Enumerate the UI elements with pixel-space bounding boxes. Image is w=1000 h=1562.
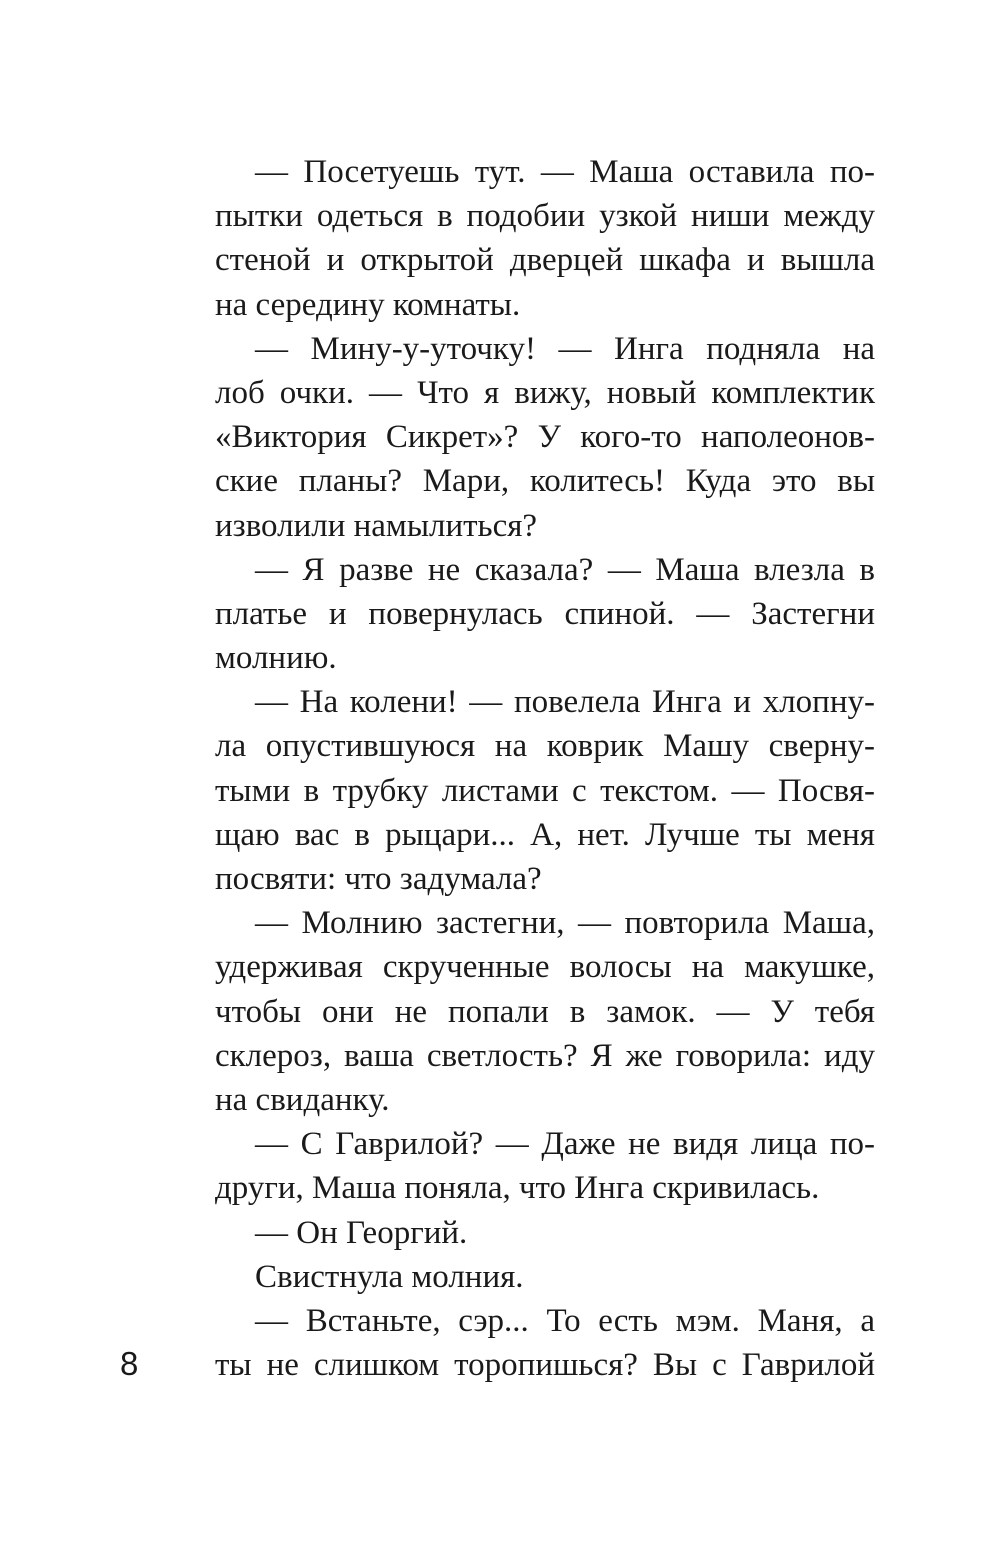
- text-line: платье и повернулась спиной. — Застегни: [215, 595, 875, 632]
- text-line: — Мину-у-уточку! — Инга подняла на: [255, 330, 875, 367]
- text-line: — Молнию застегни, — повторила Маша,: [255, 905, 875, 942]
- page-number: 8: [120, 1345, 139, 1382]
- text-line: чтобы они не попали в замок. — У тебя: [215, 993, 875, 1030]
- text-line: лоб очки. — Что я вижу, новый комплектик: [215, 374, 875, 411]
- text-line: — Встаньте, сэр... То есть мэм. Маня, а: [255, 1302, 875, 1339]
- text-line: други, Маша поняла, что Инга скривилась.: [215, 1170, 820, 1207]
- page-body-text: [215, 150, 875, 1387]
- text-line: ты не слишком торопишься? Вы с Гаврилой: [215, 1347, 875, 1384]
- text-line: посвяти: что задумала?: [215, 861, 542, 897]
- text-line: склероз, ваша светлость? Я же говорила: иду: [215, 1037, 875, 1074]
- text-line: — Я разве не сказала? — Маша влезла в: [255, 551, 875, 588]
- text-line: удерживая скрученные волосы на макушке,: [215, 949, 875, 986]
- text-line: щаю вас в рыцари... А, нет. Лучше ты меня: [215, 816, 875, 853]
- text-line: тыми в трубку листами с текстом. — Посвя-: [215, 772, 875, 809]
- text-line: на свиданку.: [215, 1081, 390, 1118]
- text-line: — Посетуешь тут. — Маша оставила по-: [255, 154, 875, 190]
- text-line: «Виктория Сикрет»? У кого-то наполеонов-: [215, 419, 875, 456]
- text-line: изволили намылиться?: [215, 507, 538, 544]
- text-line: Свистнула молния.: [255, 1258, 524, 1295]
- text-line: на середину комнаты.: [215, 286, 521, 323]
- text-line: — С Гаврилой? — Даже не видя лица по-: [255, 1126, 875, 1163]
- text-line: — Он Георгий.: [255, 1214, 468, 1251]
- text-line: ские планы? Мари, колитесь! Куда это вы: [215, 463, 875, 500]
- text-line: ла опустившуюся на коврик Машу сверну-: [215, 728, 875, 765]
- text-line: — На колени! — повелела Инга и хлопну-: [255, 684, 875, 721]
- text-line: молнию.: [215, 640, 337, 677]
- text-line: стеной и открытой дверцей шкафа и вышла: [215, 242, 875, 279]
- text-line: пытки одеться в подобии узкой ниши между: [215, 198, 875, 235]
